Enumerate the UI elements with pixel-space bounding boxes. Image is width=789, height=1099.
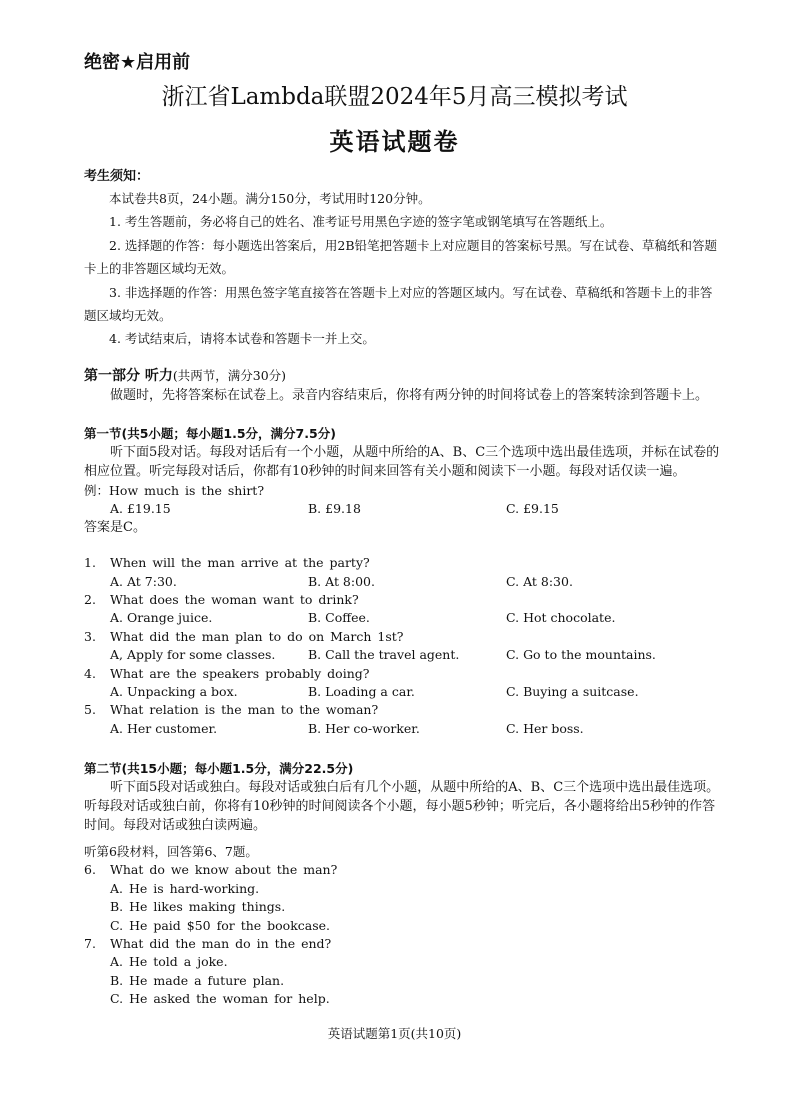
option-a: A. Orange juice. (110, 610, 213, 626)
material-instruction: 听第6段材料，回答第6、7题。 (84, 844, 258, 859)
confidential-label: 绝密★启用前 (84, 52, 191, 73)
question-1-options (84, 573, 724, 591)
option-a: A. £19.15 (110, 501, 171, 517)
question-5-options (84, 720, 724, 738)
option-b: B. Coffee. (308, 610, 370, 626)
option-b: B. He made a future plan. (110, 972, 285, 988)
option-b: B. Her co-worker. (308, 720, 420, 736)
question-3-options (84, 646, 724, 664)
part-one-title: 第一部分 听力 (84, 368, 173, 384)
example-label: 例： (84, 483, 110, 498)
part-one-note: (共两节，满分30分) (172, 368, 287, 383)
example-options (84, 500, 724, 518)
question-4 (84, 665, 724, 683)
question-stem: What does the woman want to drink? (110, 591, 359, 607)
example-question (84, 482, 724, 500)
question-2-options (84, 609, 724, 627)
option-b: B. £9.18 (308, 501, 361, 517)
candidate-notice (84, 167, 724, 351)
section-two-intro: 听下面5段对话或独白。每段对话或独白后有几个小题，从题中所给的A、B、C三个选项中选出最佳选项。听每段对话或独白前，你将有10秒钟的时间阅读各个小题，每小题5秒钟；听完后，各小题将给出5秒钟的作答时间。每段对话或独白读两遍。 (84, 780, 720, 833)
option-c: C. £9.15 (506, 501, 559, 517)
section-two (84, 760, 724, 1009)
notice-item: 3. 非选择题的作答：用黑色签字笔直接答在答题卡上对应的答题区域内。写在试卷、草稿纸和答题卡上的非答题区域均无效。 (84, 284, 713, 324)
question-2 (84, 591, 724, 609)
notice-item: 1. 考生答题前，务必将自己的姓名、准考证号用黑色字迹的签字笔或钢笔填写在答题纸上。 (109, 214, 613, 230)
question-number: 4. (84, 665, 96, 681)
option-a: A, Apply for some classes. (110, 647, 276, 663)
notice-item: 本试卷共8页，24小题。满分150分，考试用时120分钟。 (109, 191, 431, 206)
notice-item: 2. 选择题的作答：每小题选出答案后，用2B铅笔把答题卡上对应题目的答案标号黑。写在试卷、草稿纸和答题卡上的非答题区域均无效。 (84, 237, 718, 277)
part-one-heading (84, 366, 724, 386)
option-c: C. Go to the mountains. (506, 647, 656, 663)
example-answer: 答案是C。 (84, 519, 146, 535)
section-one-intro: 听下面5段对话。每段对话后有一个小题，从题中所给的A、B、C三个选项中选出最佳选项，并标在试卷的相应位置。听完每段对话后，你都有10秒钟的时间来回答有关小题和阅读下一小题。每段对话仅读一遍。 (84, 445, 720, 479)
part-one-intro: 做题时，先将答案标在试卷上。录音内容结束后，你将有两分钟的时间将试卷上的答案转涂到答题卡上。 (110, 388, 709, 403)
option-b: B. He likes making things. (110, 899, 286, 915)
part-one (84, 366, 724, 405)
page-footer: 英语试题第1页(共10页) (327, 1026, 462, 1041)
exam-title: 浙江省Lambda联盟2024年5月高三模拟考试 (161, 84, 628, 110)
example-stem: How much is the shirt? (109, 483, 265, 498)
question-number: 1. (84, 555, 96, 571)
question-number: 6. (84, 862, 96, 878)
question-4-options (84, 683, 724, 701)
option-c: C. He asked the woman for help. (110, 991, 330, 1007)
option-b: B. At 8:00. (308, 573, 375, 589)
question-number: 2. (84, 591, 96, 607)
question-stem: What do we know about the man? (110, 862, 338, 878)
question-5 (84, 701, 724, 719)
option-c: C. Her boss. (506, 720, 584, 736)
question-number: 5. (84, 702, 96, 718)
section-one (84, 425, 724, 738)
option-a: A. Her customer. (110, 720, 218, 736)
option-c: C. Buying a suitcase. (506, 683, 639, 699)
section-one-heading: 第一节(共5小题；每小题1.5分，满分7.5分) (84, 426, 336, 441)
paper-subtitle: 英语试题卷 (329, 128, 460, 156)
option-a: A. He told a joke. (110, 954, 228, 970)
section-two-heading: 第二节(共15小题；每小题1.5分，满分22.5分) (84, 761, 354, 776)
question-number: 7. (84, 936, 96, 952)
question-stem: What did the man do in the end? (110, 936, 332, 952)
option-c: C. He paid $50 for the bookcase. (110, 917, 331, 933)
question-stem: What are the speakers probably doing? (110, 665, 370, 681)
option-c: C. At 8:30. (506, 573, 573, 589)
question-stem: What relation is the man to the woman? (110, 702, 379, 718)
question-6 (84, 861, 724, 879)
question-stem: What did the man plan to do on March 1st? (110, 628, 404, 644)
notice-item: 4. 考试结束后，请将本试卷和答题卡一并上交。 (109, 331, 375, 347)
question-7 (84, 935, 724, 953)
option-a: A. Unpacking a box. (110, 683, 238, 699)
option-b: B. Loading a car. (308, 683, 415, 699)
question-number: 3. (84, 628, 96, 644)
question-stem: When will the man arrive at the party? (110, 555, 370, 571)
option-a: A. He is hard-working. (110, 880, 260, 896)
notice-heading: 考生须知： (84, 169, 150, 184)
option-a: A. At 7:30. (110, 573, 177, 589)
question-1 (84, 554, 724, 572)
question-3 (84, 628, 724, 646)
option-b: B. Call the travel agent. (308, 647, 460, 663)
option-c: C. Hot chocolate. (506, 610, 616, 626)
